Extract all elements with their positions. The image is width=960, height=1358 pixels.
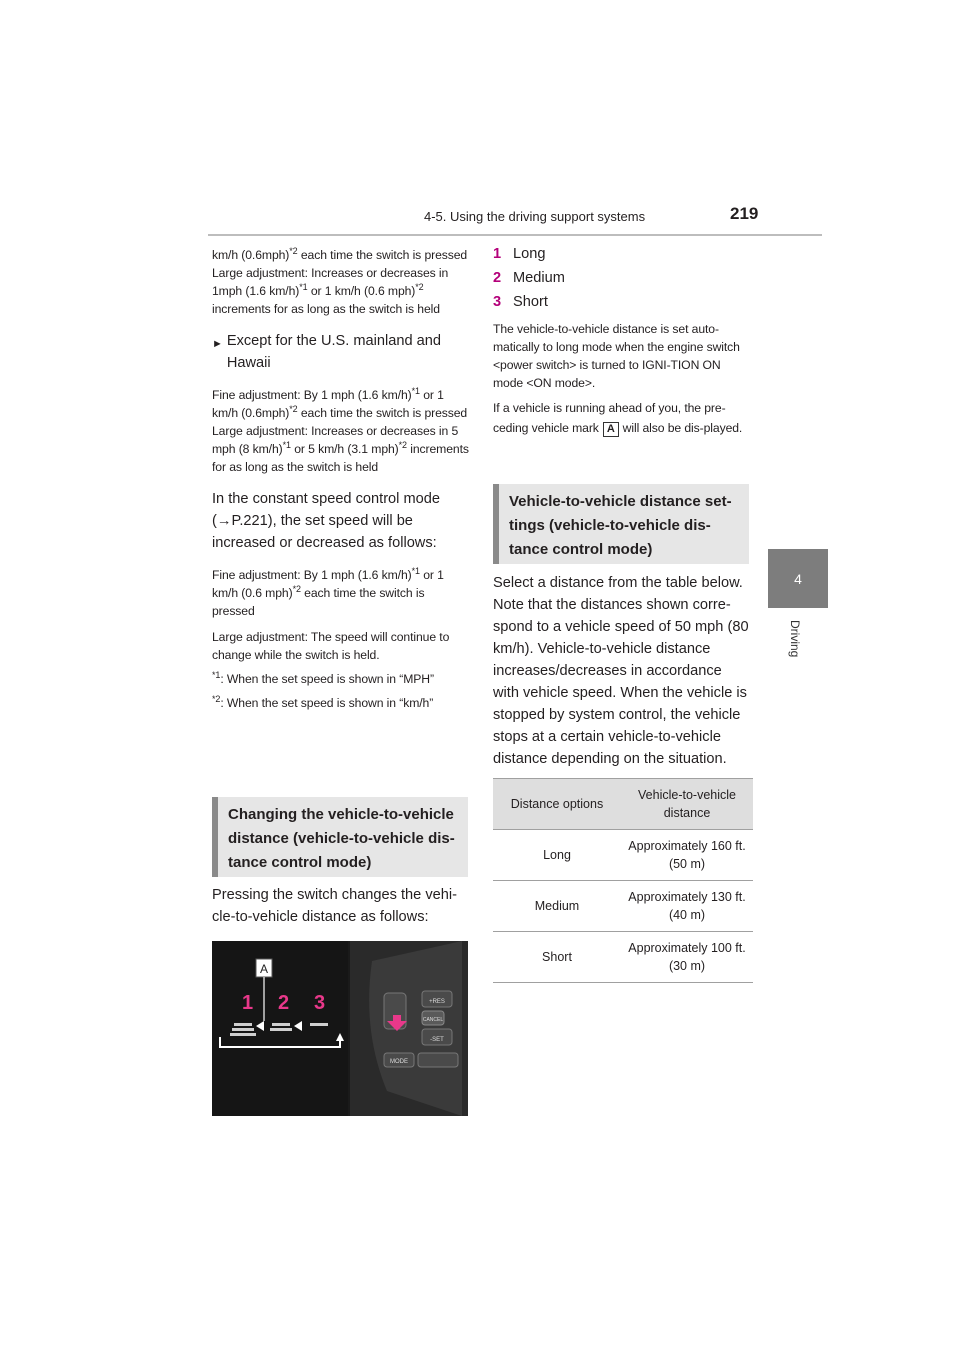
distance-item-1: 1 Long bbox=[493, 246, 546, 262]
auto-long-mode-text: The vehicle-to-vehicle distance is set auto-matically to long mode when the engine switch <power switch> is turned to IGNI-TION ON mode <ON mode>. bbox=[493, 322, 740, 390]
switch-res: +RES bbox=[429, 999, 445, 1005]
distance-item-3: 3 Short bbox=[493, 294, 548, 310]
footnote-2: $^{*2}$: When the set speed is shown in “km/h” bbox=[212, 694, 434, 710]
illus-number-3: 3 bbox=[314, 992, 326, 1014]
table-row bbox=[493, 830, 753, 881]
table-cell: Approximately 160 ft. (50 m) bbox=[621, 830, 753, 881]
arrow-right-icon: → bbox=[216, 513, 232, 529]
illus-number-2: 2 bbox=[278, 992, 290, 1014]
header-rule bbox=[208, 234, 822, 236]
illustration-svg bbox=[212, 941, 468, 1116]
section-heading-changing-distance: Changing the vehicle-to-vehicle distance (vehicle-to-vehicle dis-tance control mode) bbox=[212, 797, 468, 877]
pressing-text: Pressing the switch changes the vehi-cle-to-vehicle distance as follows: bbox=[212, 887, 457, 925]
table-header: Distance options bbox=[493, 779, 621, 830]
chapter-tab bbox=[768, 549, 828, 608]
illus-label-a: A bbox=[259, 962, 269, 976]
table-cell: Approximately 130 ft. (40 m) bbox=[621, 881, 753, 932]
chapter-number: 4 bbox=[794, 570, 802, 587]
table-row bbox=[493, 881, 753, 932]
preceding-vehicle-text: If a vehicle is running ahead of you, the pre-ceding vehicle mark A will also be dis-played. bbox=[493, 401, 743, 435]
table-header-row bbox=[493, 779, 753, 830]
region-bullet bbox=[212, 330, 470, 374]
table-header: Vehicle-to-vehicle distance bbox=[621, 779, 753, 830]
footnote-1: $^{*1}$: When the set speed is shown in “MPH” bbox=[212, 670, 434, 686]
constant-speed-text: In the constant speed control mode (→P.221), the set speed will be increased or decreased as follows: bbox=[212, 491, 440, 551]
region-bullet-text: Except for the U.S. mainland and Hawaii bbox=[226, 333, 442, 371]
steering-switch-illustration bbox=[212, 941, 468, 1116]
right-column bbox=[493, 242, 751, 438]
triangle-bullet-icon: ► bbox=[212, 338, 223, 350]
table-cell: Approximately 100 ft. (30 m) bbox=[621, 932, 753, 983]
table-cell: Long bbox=[493, 830, 621, 881]
preceding-vehicle-mark: A bbox=[603, 422, 619, 437]
left-column bbox=[212, 246, 470, 712]
illus-number-1: 1 bbox=[242, 992, 254, 1014]
fine-adjust-3: Fine adjustment: By 1 mph (1.6 km/h)$^{*1}$ or 1 km/h (0.6 mph)$^{*2}$ each time the switch is pressed bbox=[212, 566, 444, 618]
distance-table bbox=[493, 778, 753, 983]
large-adjust-2: Large adjustment: Increases or decreases in 5 mph (8 km/h)$^{*1}$ or 5 km/h (3.1 mph)$^{*2}$ increments for as long as the switch is held bbox=[212, 424, 469, 474]
table-cell: Short bbox=[493, 932, 621, 983]
switch-cancel: CANCEL bbox=[422, 1017, 444, 1023]
select-distance-text: Select a distance from the table below. Note that the distances shown corre-spond to a vehicle speed of 50 mph (80 km/h). Vehicle-to-vehicle distance increases/decreases in accordance with vehicle speed. When the vehicle is stopped by system control, the vehicle stops at a certain vehicle-to-vehicle distance depending on the situation. bbox=[493, 575, 749, 767]
distance-item-2: 2 Medium bbox=[493, 270, 565, 286]
large-adjust-1: Large adjustment: Increases or decreases in 1mph (1.6 km/h)$^{*1}$ or 1 km/h (0.6 mph)$^{*2}$ increments for as long as the switch is held bbox=[212, 266, 449, 316]
fine-adjust-continued: km/h $(0.6mph)^{*2}$ each time the switch is pressed bbox=[212, 246, 468, 262]
switch-mode: MODE bbox=[390, 1059, 408, 1065]
chapter-label-text: Driving bbox=[788, 620, 802, 658]
switch-set: -SET bbox=[430, 1037, 444, 1043]
table-row bbox=[493, 932, 753, 983]
large-adjust-3: Large adjustment: The speed will continue to change while the switch is held. bbox=[212, 630, 450, 662]
table-cell: Medium bbox=[493, 881, 621, 932]
fine-adjust-2: Fine adjustment: By 1 mph (1.6 km/h)$^{*1}$ or 1 km/h $(0.6mph)^{*2}$ each time the switch is pressed bbox=[212, 386, 468, 420]
section-title: 4-5. Using the driving support systems bbox=[424, 209, 646, 224]
chapter-label bbox=[784, 620, 804, 680]
page-number: 219 bbox=[730, 204, 759, 223]
section-heading-distance-settings: Vehicle-to-vehicle distance set-tings (vehicle-to-vehicle dis-tance control mode) bbox=[493, 484, 749, 564]
